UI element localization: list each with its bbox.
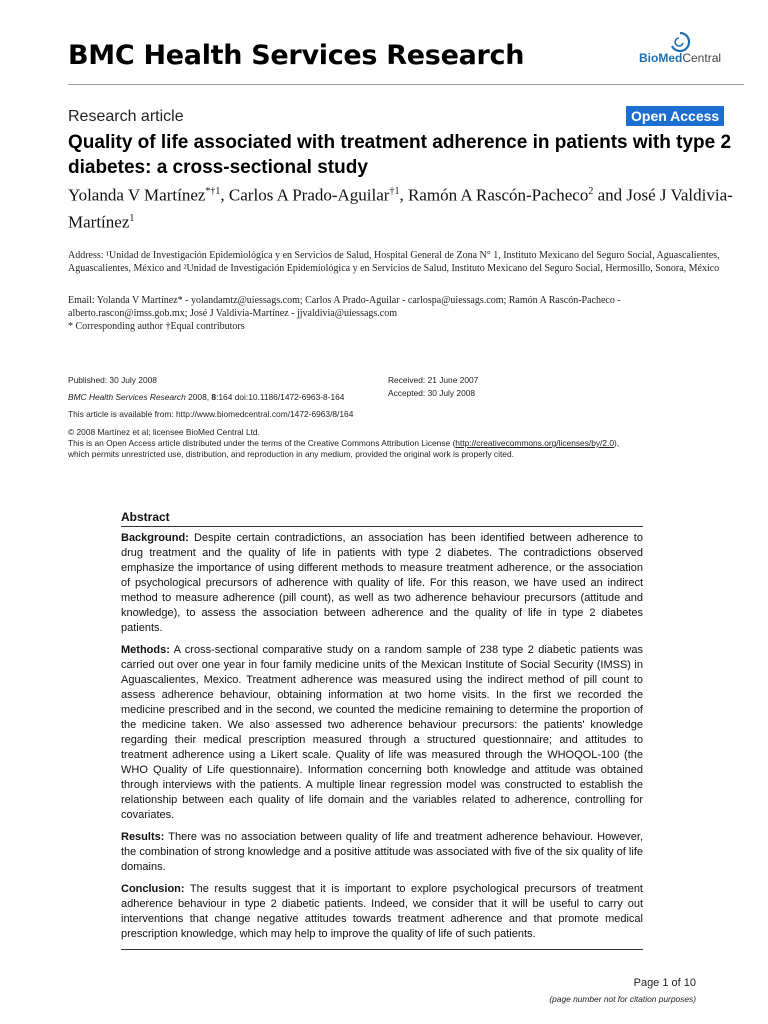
accepted-date: Accepted: 30 July 2008: [388, 388, 476, 398]
author-name: José J Valdivia-Martínez: [68, 185, 733, 232]
author-separator: ,: [399, 185, 408, 205]
author-affiliation-marks: 2: [588, 186, 594, 197]
page-number: Page 1 of 10: [633, 977, 696, 989]
abstract-top-rule: [121, 526, 643, 527]
logo-brand-text: BioMed: [639, 51, 683, 65]
abstract-box: [121, 510, 643, 950]
abstract-section: [121, 531, 643, 636]
received-date: Received: 21 June 2007: [388, 375, 479, 385]
citation-volume: 8: [211, 392, 217, 402]
copyright-block: [68, 427, 748, 460]
citation: [68, 392, 344, 403]
article-title: Quality of life associated with treatment adherence in patients with type 2 diabetes: a cross-sectional study: [68, 132, 732, 178]
published-date: Published: 30 July 2008: [68, 375, 157, 385]
abstract-section-label: Conclusion:: [121, 883, 185, 895]
biomed-central-logo: [634, 30, 744, 74]
citation-journal: BMC Health Services Research: [68, 392, 186, 402]
abstract-section-text: There was no association between quality of life and treatment adherence behaviour. However, the combination of strong knowledge and a positive attitude was associated with five of the six quality of life domains.: [121, 831, 643, 873]
abstract-section: [121, 830, 643, 875]
author-name: Ramón A Rascón-Pacheco: [407, 185, 589, 205]
article-type: Research article: [68, 108, 184, 125]
open-access-badge: Open Access: [626, 106, 724, 126]
abstract-section-text: A cross-sectional comparative study on a random sample of 238 type 2 diabetic patients was carried out over one year in four family medicine units of the Mexican Institute of Social Security (IMSS) in Aguascalientes, Mexico. Treatment adherence was measured using the indirect method of pill count to assess adherence behaviour, obtaining information at two home visits. In the first we recorded the medicine prescribed and in the second, we counted the medicine remaining to determine the proportion of the medicine taken. We also assessed two adherence behaviour precursors: the patients' knowledge regarding their medical prescription measured through a structured questionnaire; and attitudes to treatment adherence using a Likert scale. Quality of life was measured through the WHOQOL-100 (the WHO Quality of Life questionnaire). Information concerning both knowledge and attitude was obtained through interviews with the patients. A multiple linear regression model was constructed to establish the relationship between each quality of life domain and the variables related to adherence, controlling for covariates.: [121, 644, 643, 821]
corresponding-note: * Corresponding author †Equal contributors: [68, 321, 245, 332]
author-name: Carlos A Prado-Aguilar: [228, 185, 390, 205]
abstract-bottom-rule: [121, 949, 643, 950]
author-affiliation-marks: 1: [129, 212, 135, 224]
author-separator: and: [593, 185, 627, 205]
author-emails: Email: Yolanda V Martínez* - yolandamtz@uiessags.com; Carlos A Prado-Aguilar - carlospa@uiessags.com; Ramón A Rascón-Pacheco - alberto.rascon@imss.gob.mx; José J Valdivia-Martínez - jjvaldivia@uiessags.com: [68, 295, 621, 319]
journal-title: BMC Health Services Research: [68, 40, 525, 71]
license-link[interactable]: http://creativecommons.org/licenses/by/2.0: [455, 438, 615, 448]
abstract-heading: Abstract: [121, 510, 170, 524]
abstract-section-text: The results suggest that it is important to explore psychological precursors of treatment adherence behaviour in type 2 diabetic patients. Indeed, we consider that it will be useful to carry out interventions that change negative attitudes towards treatment adherence and that promote medical prescription knowledge, which may help to improve the quality of life of such patients.: [121, 883, 643, 940]
abstract-section-text: Despite certain contradictions, an association has been identified between adherence to drug treatment and the quality of life in patients with type 2 diabetes. The contradictions observed emphasize the importance of using different methods to measure treatment adherence, or the association of psychological precursors of adherence with quality of life. For this reason, we have used an indirect method to measure adherence (pill count), as well as two adherence behaviour precursors (attitude and knowledge), to assess the association between adherence and the quality of life in type 2 diabetes patients.: [121, 532, 643, 634]
license-text: This is an Open Access article distributed under the terms of the Creative Commons Attribution License (: [68, 438, 456, 448]
copyright-line: © 2008 Martínez et al; licensee BioMed Central Ltd.: [68, 427, 260, 437]
citation-doi: :164 doi:10.1186/1472-6963-8-164: [216, 392, 345, 402]
abstract-section-label: Methods:: [121, 644, 170, 656]
author-list: [68, 180, 748, 233]
abstract-sections: [121, 531, 643, 942]
page-note: (page number not for citation purposes): [549, 994, 696, 1004]
article-url-line[interactable]: This article is available from: http://www.biomedcentral.com/1472-6963/8/164: [68, 409, 354, 419]
author-separator: ,: [220, 185, 229, 205]
license-text-end: ),: [614, 438, 620, 448]
license-rest: which permits unrestricted use, distribution, and reproduction in any medium, provided the original work is properly cited.: [68, 449, 514, 459]
abstract-section: [121, 882, 643, 942]
abstract-section-label: Background:: [121, 532, 189, 544]
author-address: Address: ¹Unidad de Investigación Epidemiológica y en Servicios de Salud, Hospital General de Zona N° 1, Instituto Mexicano del Seguro Social, Aguascalientes, Aguascalientes, México and ²Unidad de Investigación Epidemiológica y en Servicios de Salud, Instituto Mexicano del Seguro Social, Hermosillo, Sonora, México: [68, 250, 720, 274]
header-divider: [68, 84, 744, 85]
logo-suffix-text: Central: [682, 51, 722, 65]
license-line: [68, 438, 748, 449]
abstract-section: [121, 643, 643, 823]
author-affiliation-marks: †1: [389, 186, 400, 197]
abstract-section-label: Results:: [121, 831, 165, 843]
citation-year: 2008,: [185, 392, 212, 402]
author-name: Yolanda V Martínez: [68, 185, 206, 205]
author-affiliation-marks: *†1: [205, 186, 221, 197]
